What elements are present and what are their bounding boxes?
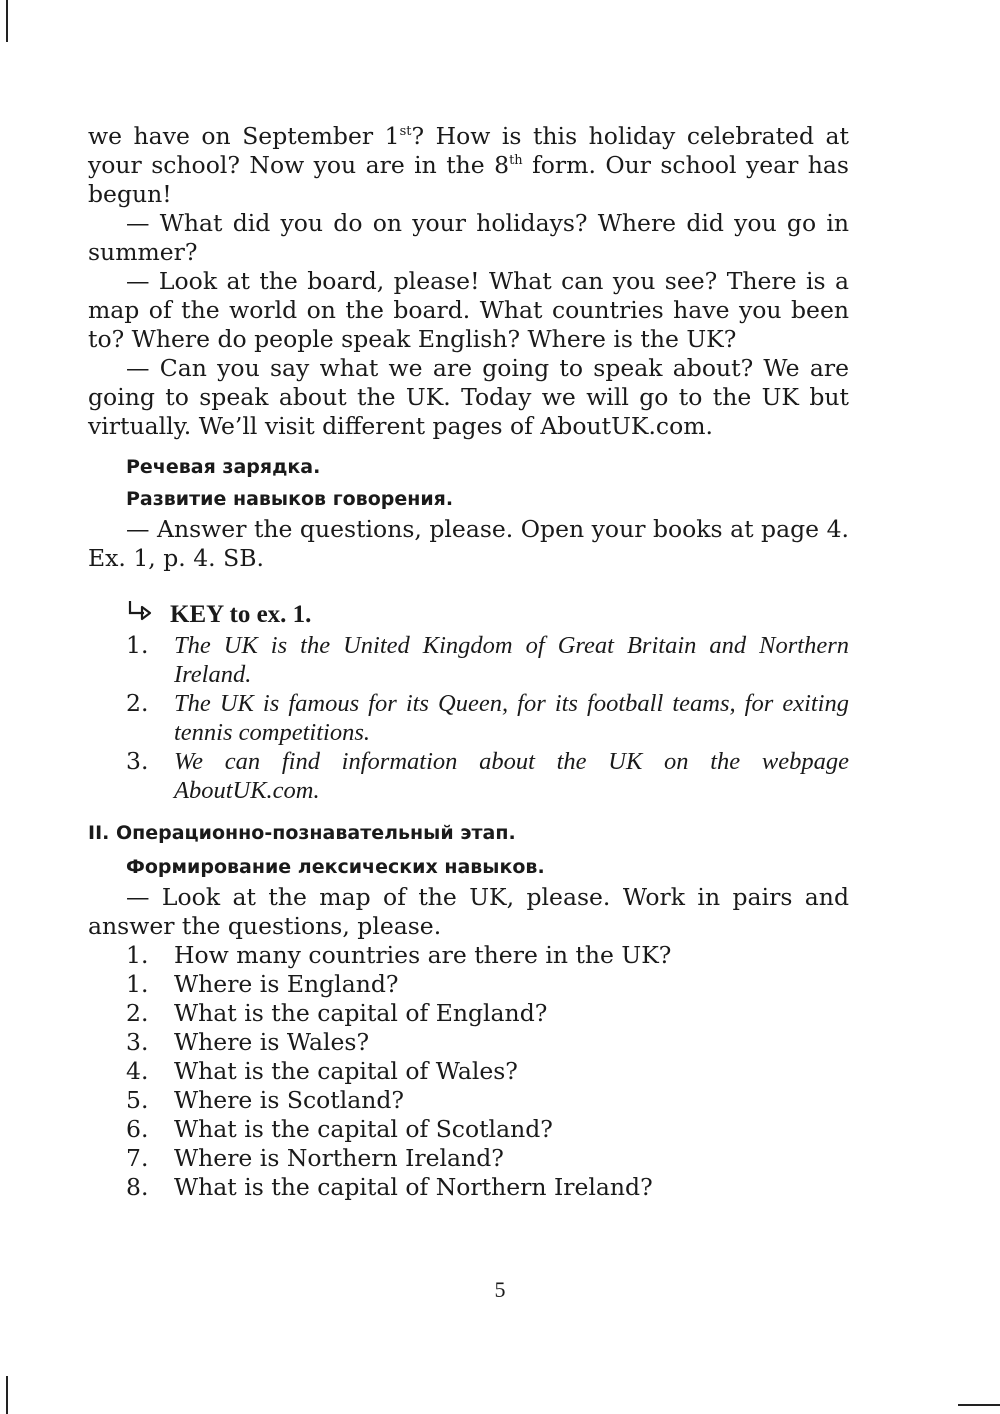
key-header bbox=[88, 599, 849, 631]
warmup-heading: Речевая зарядка. bbox=[126, 456, 321, 478]
section-subheading: Формирование лексических навыков. bbox=[126, 856, 545, 878]
list-item: 1. The UK is the United Kingdom of Great Britain and Northern Ireland. bbox=[126, 631, 849, 688]
page-number: 5 bbox=[494, 1277, 506, 1302]
key-list bbox=[88, 631, 849, 805]
crop-mark-top-left bbox=[6, 0, 8, 42]
key-title: KEY to ex. 1. bbox=[170, 601, 312, 628]
page-body bbox=[88, 122, 849, 1202]
list-item: 2. What is the capital of England? bbox=[126, 999, 548, 1027]
dialogue-line: — What did you do on your holidays? Where did you go in summer? bbox=[88, 209, 849, 266]
list-item: 6. What is the capital of Scotland? bbox=[126, 1115, 553, 1143]
list-item: 5. Where is Scotland? bbox=[126, 1086, 405, 1114]
list-item: 2. The UK is famous for its Queen, for its football teams, for exiting tennis competitions. bbox=[126, 689, 849, 746]
list-item: 3. We can find information about the UK on the webpage AboutUK.com. bbox=[126, 747, 849, 804]
intro-paragraph: we have on September 1st? How is this holiday celebrated at your school? Now you are in the 8th form. Our school year has begun! bbox=[88, 122, 849, 208]
dialogue-line: — Look at the board, please! What can you see? There is a map of the world on the board. What countries have you been to? Where do people speak English? Where is the UK? bbox=[88, 267, 849, 353]
arrow-pointer-icon bbox=[126, 599, 170, 631]
question-list bbox=[88, 941, 849, 1202]
section-instruction: — Look at the map of the UK, please. Work in pairs and answer the questions, please. bbox=[88, 883, 849, 940]
speaking-instruction: — Answer the questions, please. Open your books at page 4. Ex. 1, p. 4. SB. bbox=[88, 515, 849, 572]
list-item: 4. What is the capital of Wales? bbox=[126, 1057, 518, 1085]
list-item: 8. What is the capital of Northern Ireland? bbox=[126, 1173, 653, 1201]
crop-mark-bottom-right bbox=[958, 1404, 1000, 1406]
list-item: 3. Where is Wales? bbox=[126, 1028, 370, 1056]
dialogue-line: — Can you say what we are going to speak about? We are going to speak about the UK. Today we will go to the UK but virtually. We’ll visit different pages of AboutUK.com. bbox=[88, 354, 849, 440]
list-item: 1. Where is England? bbox=[126, 970, 399, 998]
crop-mark-bottom-left bbox=[6, 1376, 8, 1414]
section-heading: II. Операционно-познавательный этап. bbox=[88, 822, 516, 844]
speaking-heading: Развитие навыков говорения. bbox=[126, 488, 454, 510]
list-item: 7. Where is Northern Ireland? bbox=[126, 1144, 504, 1172]
list-item: 1. How many countries are there in the UK? bbox=[126, 941, 672, 969]
